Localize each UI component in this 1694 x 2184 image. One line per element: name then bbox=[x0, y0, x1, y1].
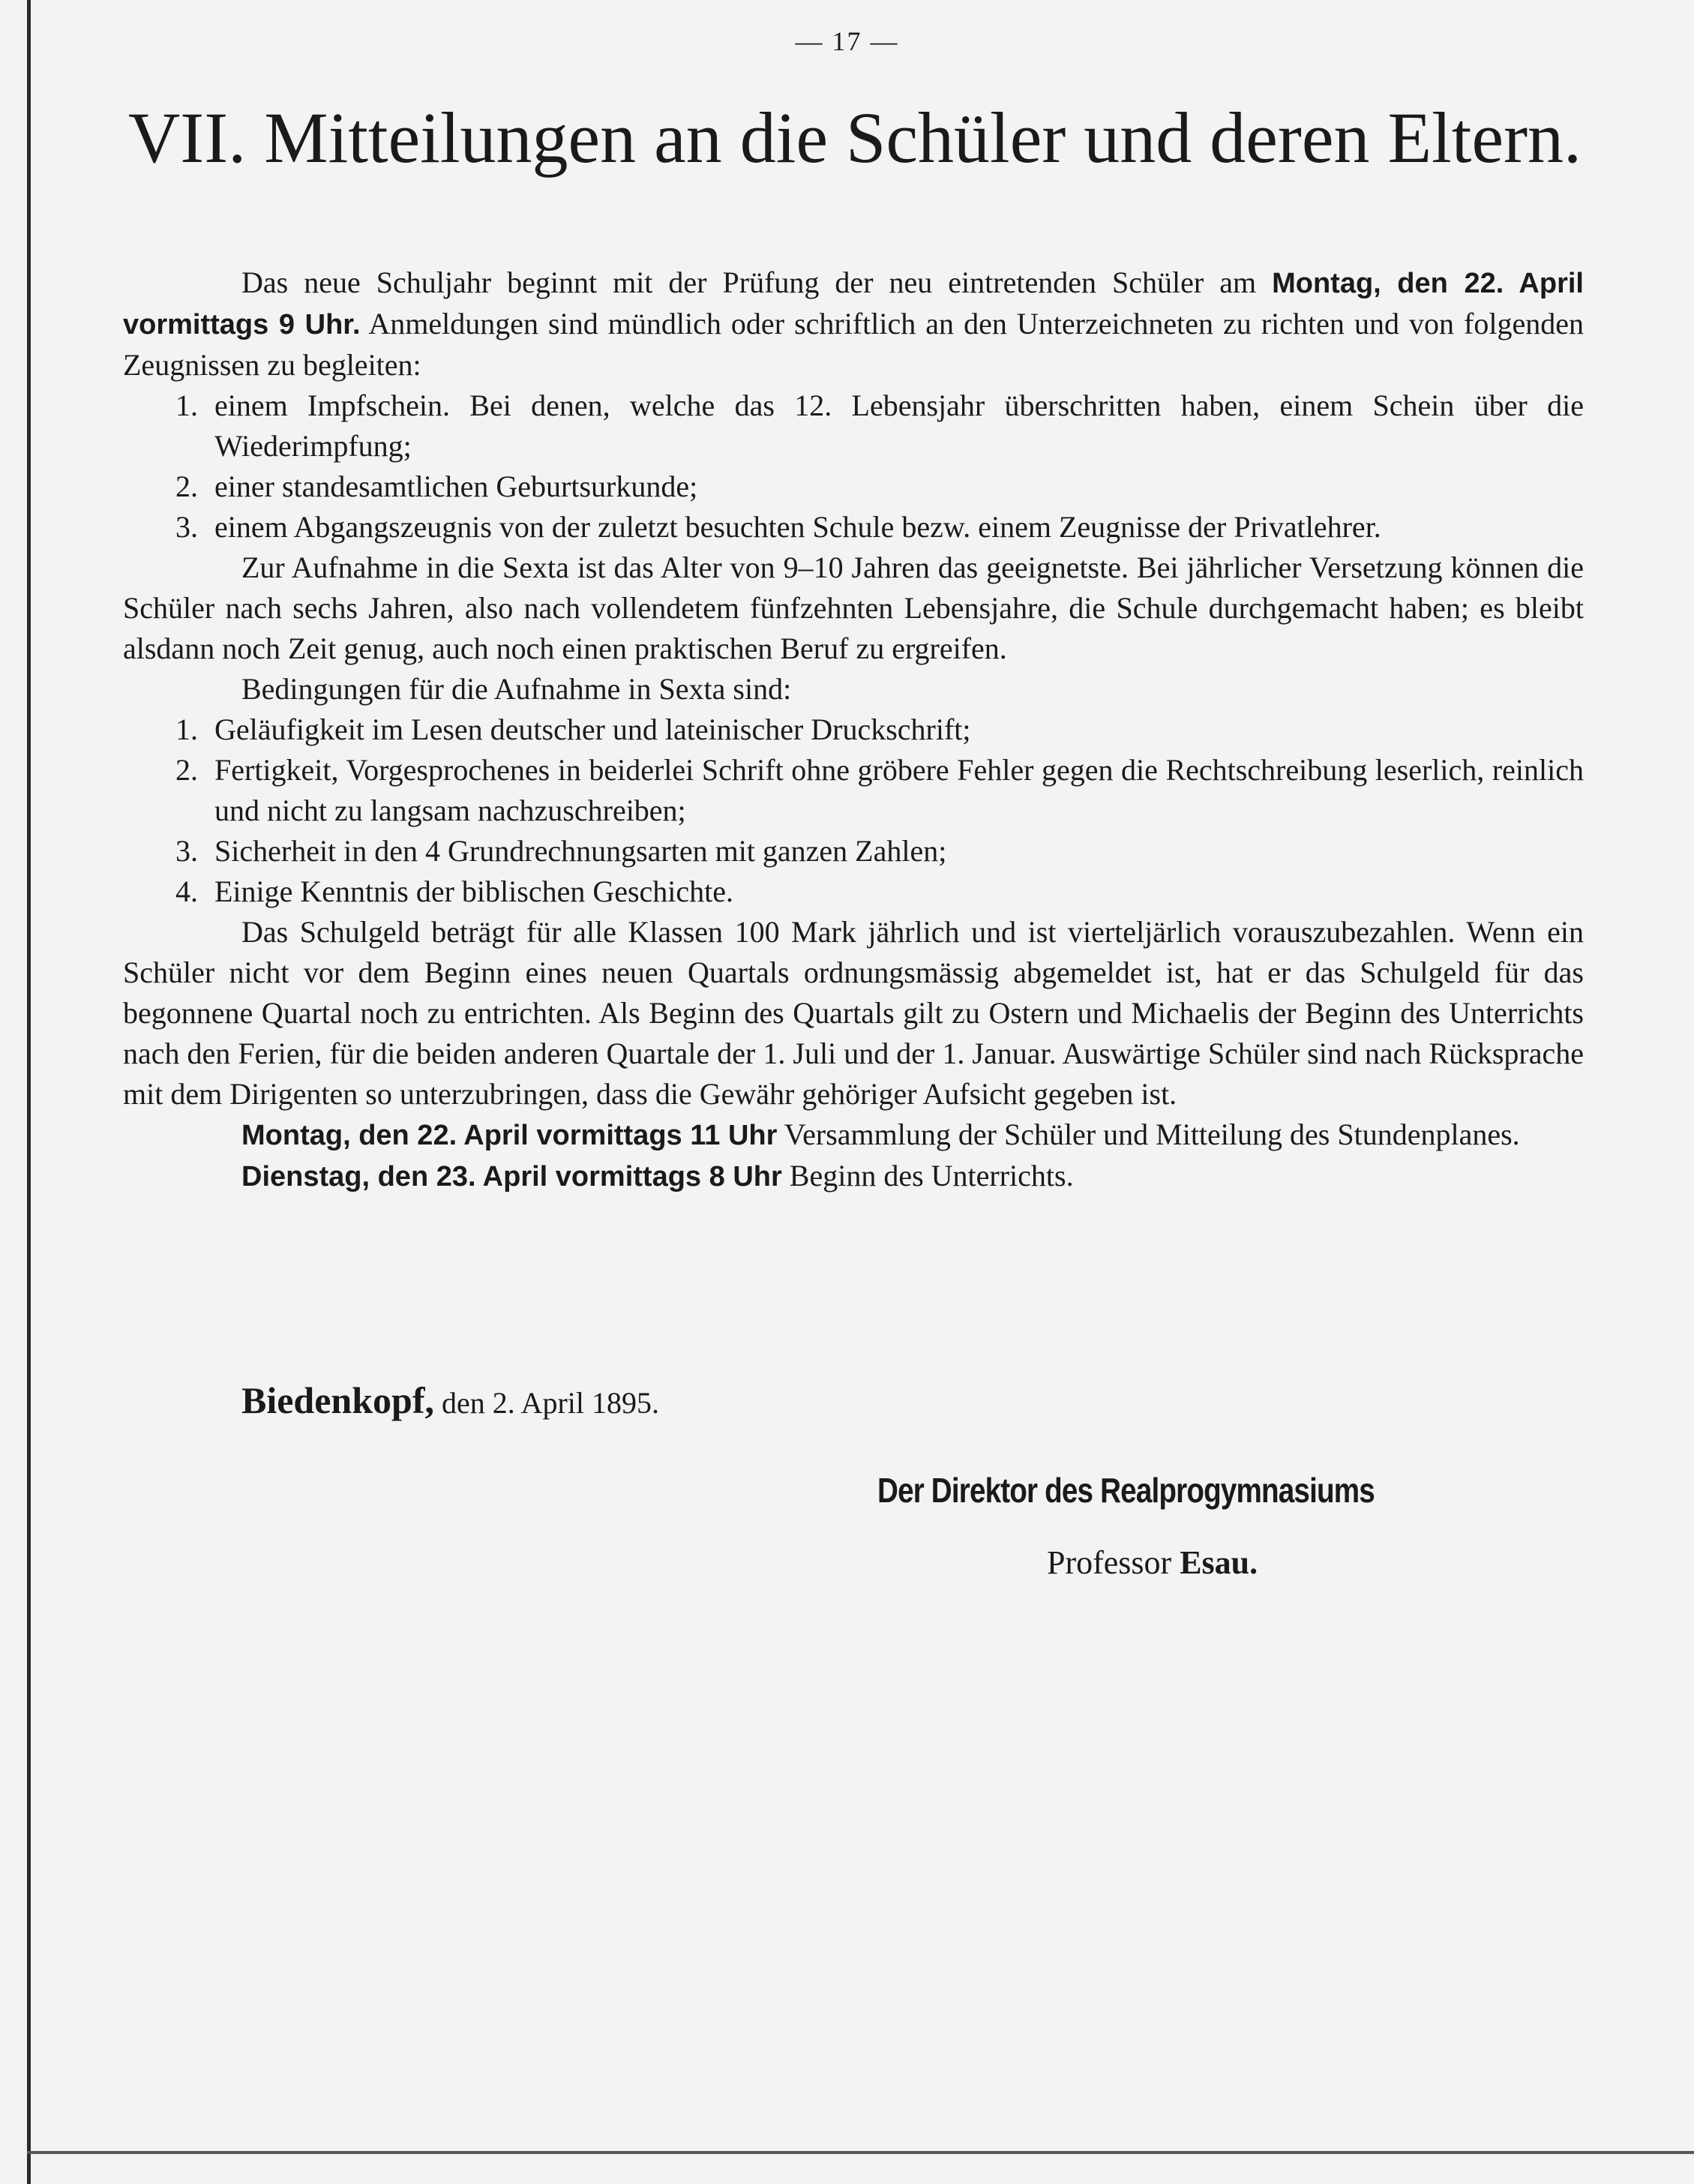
start-date: Dienstag, den 23. April vormittags 8 Uhr bbox=[241, 1161, 782, 1192]
list-number: 1. bbox=[175, 712, 198, 746]
paragraph-assembly bbox=[123, 1114, 1584, 1156]
page-margin-rule bbox=[27, 0, 31, 2184]
list-text: Sicherheit in den 4 Grundrechnungsarten mit ganzen Zahlen; bbox=[214, 834, 947, 868]
page-bottom-rule bbox=[27, 2151, 1694, 2154]
list-text: Geläufigkeit im Lesen deutscher und lateinischer Druckschrift; bbox=[214, 712, 971, 746]
list-number: 3. bbox=[175, 834, 198, 868]
signature-line bbox=[1047, 1544, 1258, 1582]
signature-name: Esau. bbox=[1180, 1544, 1258, 1581]
assembly-date: Montag, den 22. April vormittags 11 Uhr bbox=[241, 1120, 778, 1151]
place-date-line bbox=[241, 1378, 659, 1422]
section-title: VII. Mitteilungen an die Schüler und deren Eltern. bbox=[127, 98, 1582, 178]
exam-date: Montag, den 22. April vormittags 9 Uhr. bbox=[123, 268, 1584, 340]
list-text: Fertigkeit, Vorgesprochenes in beiderlei Schrift ohne gröbere Fehler gegen die Rechtschreibung leserlich, reinlich und nicht zu langsam nachzuschreiben; bbox=[214, 753, 1584, 827]
list-number: 2. bbox=[175, 753, 198, 787]
paragraph-enrollment-text: Das neue Schuljahr beginnt mit der Prüfung der neu eintretenden Schüler am bbox=[241, 266, 1273, 299]
list-number: 2. bbox=[175, 470, 198, 503]
start-text: Beginn des Unterrichts. bbox=[781, 1159, 1074, 1192]
signature-title: Professor bbox=[1047, 1544, 1180, 1581]
list-item bbox=[123, 872, 1584, 912]
assembly-text: Versammlung der Schüler und Mitteilung des Stundenplanes. bbox=[777, 1118, 1520, 1151]
list-item bbox=[123, 831, 1584, 872]
list-number: 4. bbox=[175, 874, 198, 908]
list-text: Einige Kenntnis der biblischen Geschichte. bbox=[214, 874, 734, 908]
paragraph-conditions: Bedingungen für die Aufnahme in Sexta sind: bbox=[241, 672, 792, 706]
paragraph-start bbox=[123, 1156, 1584, 1197]
document-body bbox=[123, 262, 1584, 1197]
list-number: 1. bbox=[175, 388, 198, 422]
list-item bbox=[123, 710, 1584, 750]
list-item bbox=[123, 750, 1584, 831]
paragraph-age: Zur Aufnahme in die Sexta ist das Alter von 9–10 Jahren das geeignetste. Bei jährlicher Versetzung können die Schüler nach sechs Jahren, also nach vollendetem fünfzehnten Lebensjahre, die Schule durchgemacht haben; es bleibt alsdann noch Zeit genug, auch noch einen praktischen Beruf zu ergreifen. bbox=[123, 550, 1584, 665]
list-text: einem Impfschein. Bei denen, welche das 12. Lebensjahr überschritten haben, einem Schein über die Wiederimpfung; bbox=[214, 388, 1584, 463]
list-item bbox=[123, 466, 1584, 507]
place-name: Biedenkopf, bbox=[241, 1379, 435, 1421]
list-item bbox=[123, 386, 1584, 466]
paragraph-enrollment bbox=[123, 262, 1584, 386]
list-item bbox=[123, 507, 1584, 548]
list-text: einem Abgangszeugnis von der zuletzt besuchten Schule bezw. einem Zeugnisse der Privatlehrer. bbox=[214, 510, 1381, 544]
page-number: — 17 — bbox=[795, 26, 899, 56]
paragraph-enrollment-text-cont: Anmeldungen sind mündlich oder schriftlich an den Unterzeichneten zu richten und von folgenden Zeugnissen zu begleiten: bbox=[123, 307, 1584, 382]
director-title: Der Direktor des Realprogymnasiums bbox=[877, 1471, 1375, 1510]
list-text: einer standesamtlichen Geburtsurkunde; bbox=[214, 470, 698, 503]
paragraph-fees: Das Schulgeld beträgt für alle Klassen 100 Mark jährlich und ist vierteljärlich vorauszubezahlen. Wenn ein Schüler nicht vor dem Beginn eines neuen Quartals ordnungsmässig abgemeldet ist, hat er das Schulgeld für das begonnene Quartal noch zu entrichten. Als Beginn des Quartals gilt zu Ostern und Michaelis der Beginn des Unterrichts nach den Ferien, für die beiden anderen Quartale der 1. Juli und der 1. Januar. Auswärtige Schüler sind nach Rücksprache mit dem Dirigenten so unterzubringen, dass die Gewähr gehöriger Aufsicht gegeben ist. bbox=[123, 915, 1584, 1111]
closing-date: den 2. April 1895. bbox=[434, 1386, 659, 1420]
list-number: 3. bbox=[175, 510, 198, 544]
